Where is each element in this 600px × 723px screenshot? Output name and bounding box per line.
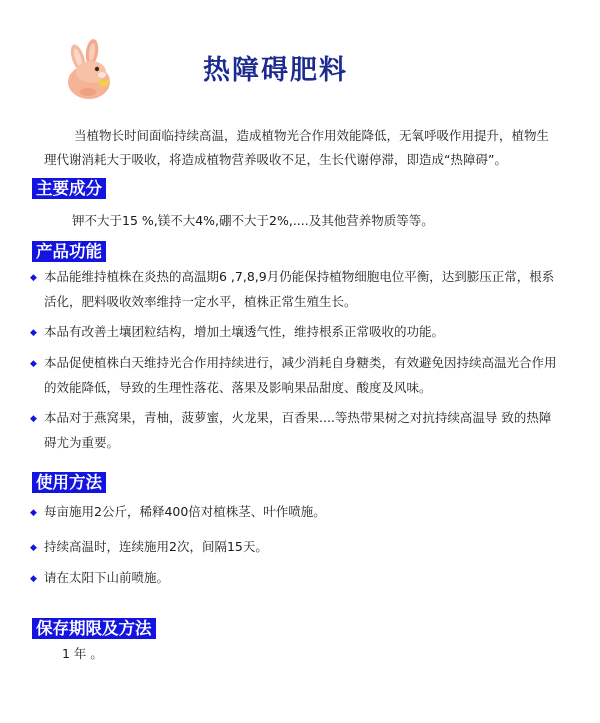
function-item: ◆ 本品对于燕窝果，青柚，菠萝蜜，火龙果，百香果....等热带果树之对抗持续高温导 致的热障碍尤为重要。 <box>30 410 552 450</box>
rabbit-logo-icon <box>64 38 120 100</box>
diamond-bullet-icon: ◆ <box>30 508 37 518</box>
usage-item: ◆ 请在太阳下山前喷施。 <box>30 566 560 591</box>
intro-paragraph: 当植物长时间面临持续高温，造成植物光合作用效能降低，无氧呼吸作用提升，植物生理代谢消耗大于吸收，将造成植物营养吸收不足，生长代谢停滞，即造成“热障碍”。 <box>44 128 550 167</box>
diamond-bullet-icon: ◆ <box>30 543 37 553</box>
function-item: ◆ 本品促使植株白天维持光合作用持续进行，减少消耗自身糖类，有效避免因持续高温光合作用的效能降低，导致的生理性落花、落果及影响果品甜度、酸度及风味。 <box>30 355 557 395</box>
function-item: ◆ 本品能维持植株在炎热的高温期6 ,7,8,9月仍能保持植物细胞电位平衡，达到膨压正常，根系活化，肥料吸收效率维持一定水平，植株正常生殖生长。 <box>30 269 555 309</box>
diamond-bullet-icon: ◆ <box>30 273 37 283</box>
section-heading-ingredients: 主要成分 <box>32 178 106 199</box>
section-heading-usage: 使用方法 <box>32 472 106 493</box>
diamond-bullet-icon: ◆ <box>30 414 37 424</box>
usage-item: ◆ 持续高温时，连续施用2次，间隔15天。 <box>30 535 560 560</box>
diamond-bullet-icon: ◆ <box>30 328 37 338</box>
ingredients-text: 钾不大于15 %,镁不大4%,硼不大于2%,....及其他营养物质等等。 <box>72 213 434 228</box>
diamond-bullet-icon: ◆ <box>30 359 37 369</box>
page-title: 热障碍肥料 <box>203 55 348 86</box>
usage-item: ◆ 每亩施用2公斤，稀释400倍对植株茎、叶作喷施。 <box>30 500 560 525</box>
storage-text: 1 年 。 <box>62 646 103 661</box>
section-heading-storage: 保存期限及方法 <box>32 618 156 639</box>
function-item: ◆ 本品有改善土壤团粒结构，增加土壤透气性，维持根系正常吸收的功能。 <box>30 320 560 345</box>
section-heading-functions: 产品功能 <box>32 241 106 262</box>
diamond-bullet-icon: ◆ <box>30 574 37 584</box>
